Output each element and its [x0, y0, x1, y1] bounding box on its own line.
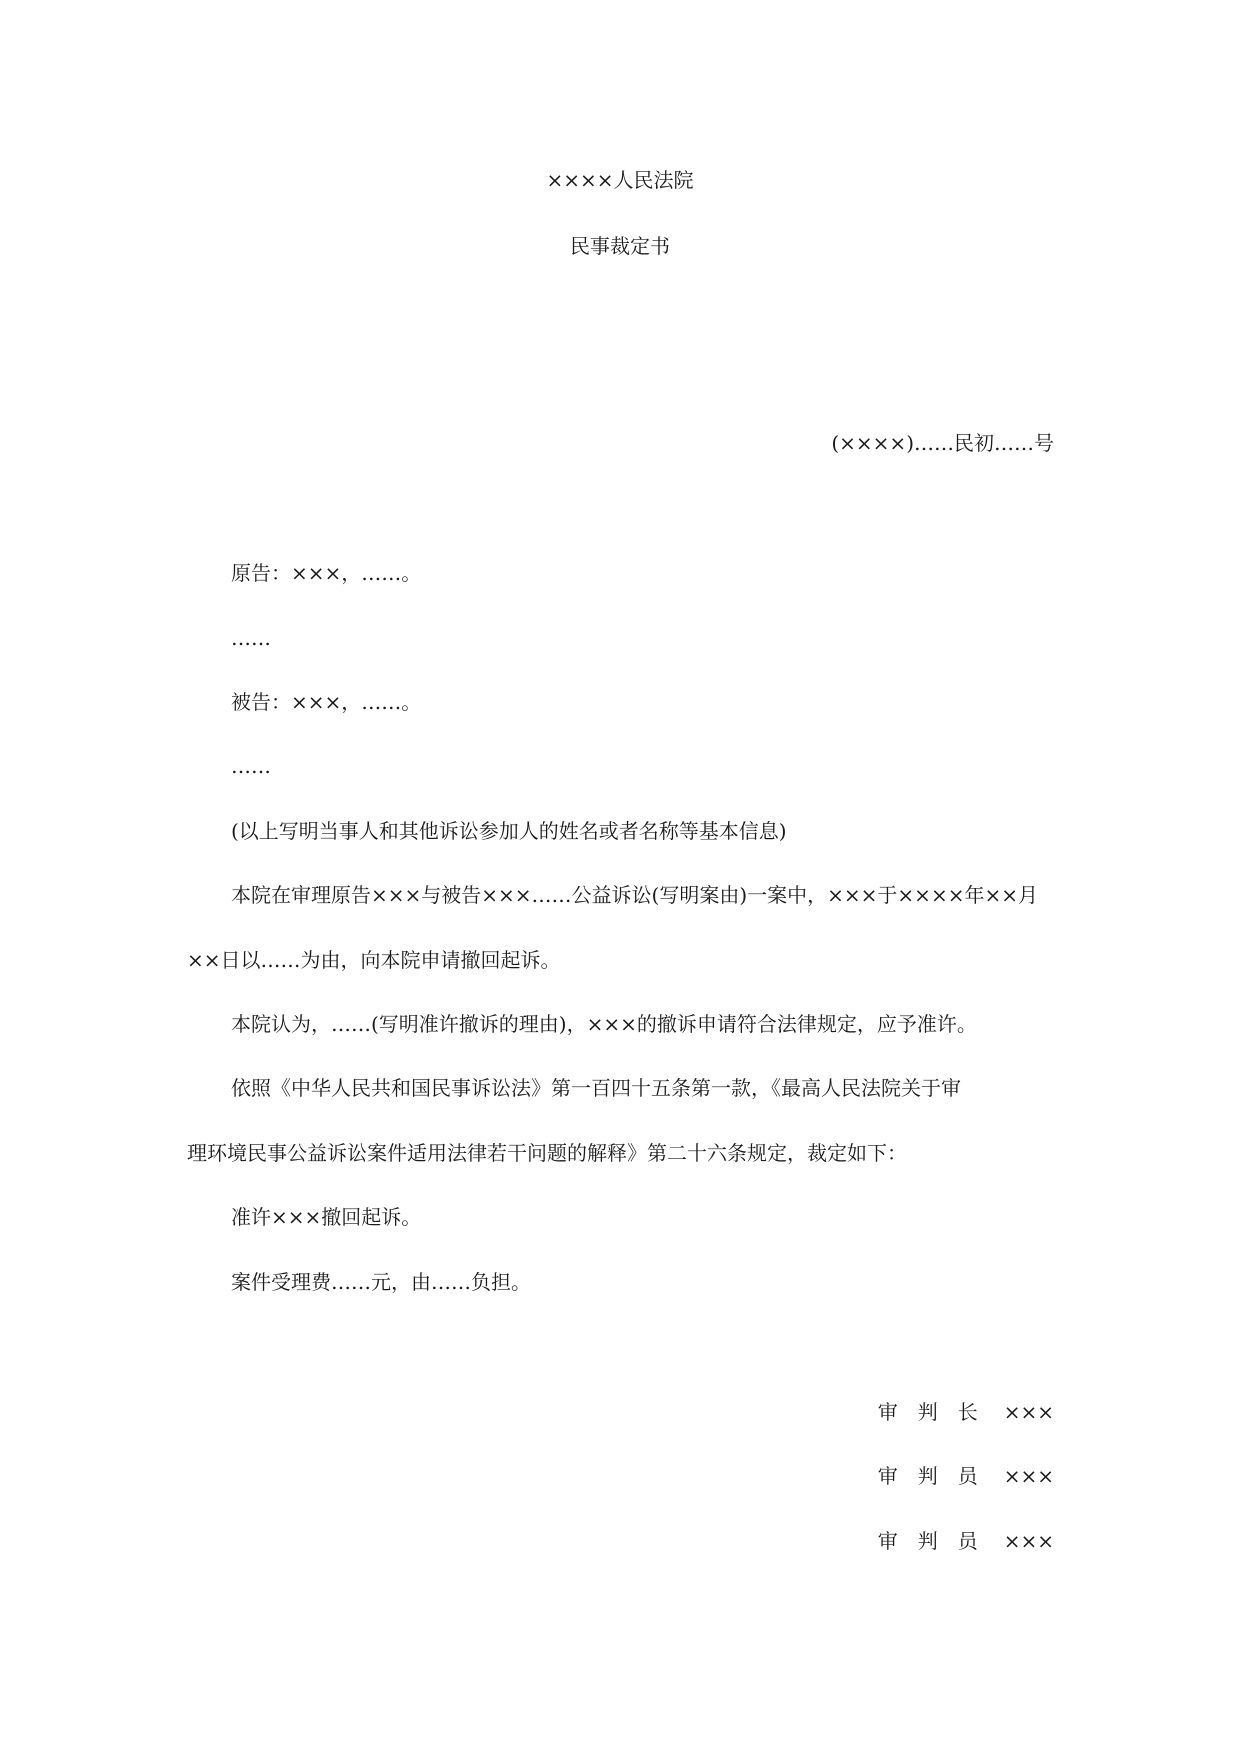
signature-name: ××× — [1003, 1464, 1054, 1488]
ruling-line: 准许×××撤回起诉。 — [231, 1205, 422, 1229]
signature-role: 审判员 — [877, 1464, 998, 1488]
signature-line — [878, 1462, 1054, 1490]
defendant-ellipsis: …… — [231, 754, 271, 778]
signature-role: 审判员 — [877, 1529, 998, 1553]
fee-line: 案件受理费……元，由……负担。 — [231, 1270, 531, 1294]
document-title: 民事裁定书 — [570, 234, 670, 258]
signature-line — [878, 1398, 1054, 1426]
body-paragraph-1-line-2: ××日以……为由，向本院申请撤回起诉。 — [187, 948, 561, 972]
parties-note: (以上写明当事人和其他诉讼参加人的姓名或者名称等基本信息) — [231, 819, 787, 843]
case-number: (××××)……民初……号 — [831, 431, 1054, 455]
signature-line — [878, 1527, 1054, 1555]
body-paragraph-3-line-2: 理环境民事公益诉讼案件适用法律若干问题的解释》第二十六条规定，裁定如下： — [187, 1141, 907, 1165]
plaintiff-line: 原告：×××，……。 — [231, 561, 422, 585]
body-paragraph-3-line-1: 依照《中华人民共和国民事诉讼法》第一百四十五条第一款，《最高人民法院关于审 — [231, 1076, 961, 1100]
defendant-line: 被告：×××，……。 — [231, 690, 422, 714]
body-paragraph-1-line-1: 本院在审理原告×××与被告×××……公益诉讼(写明案由)一案中，×××于××××年××月 — [231, 883, 1038, 907]
court-name: ××××人民法院 — [546, 168, 694, 192]
signature-name: ××× — [1003, 1400, 1054, 1424]
body-paragraph-2: 本院认为，……(写明准许撤诉的理由)，×××的撤诉申请符合法律规定，应予准许。 — [231, 1012, 977, 1036]
plaintiff-ellipsis: …… — [231, 626, 271, 650]
signature-role: 审判长 — [877, 1400, 998, 1424]
signature-name: ××× — [1003, 1529, 1054, 1553]
